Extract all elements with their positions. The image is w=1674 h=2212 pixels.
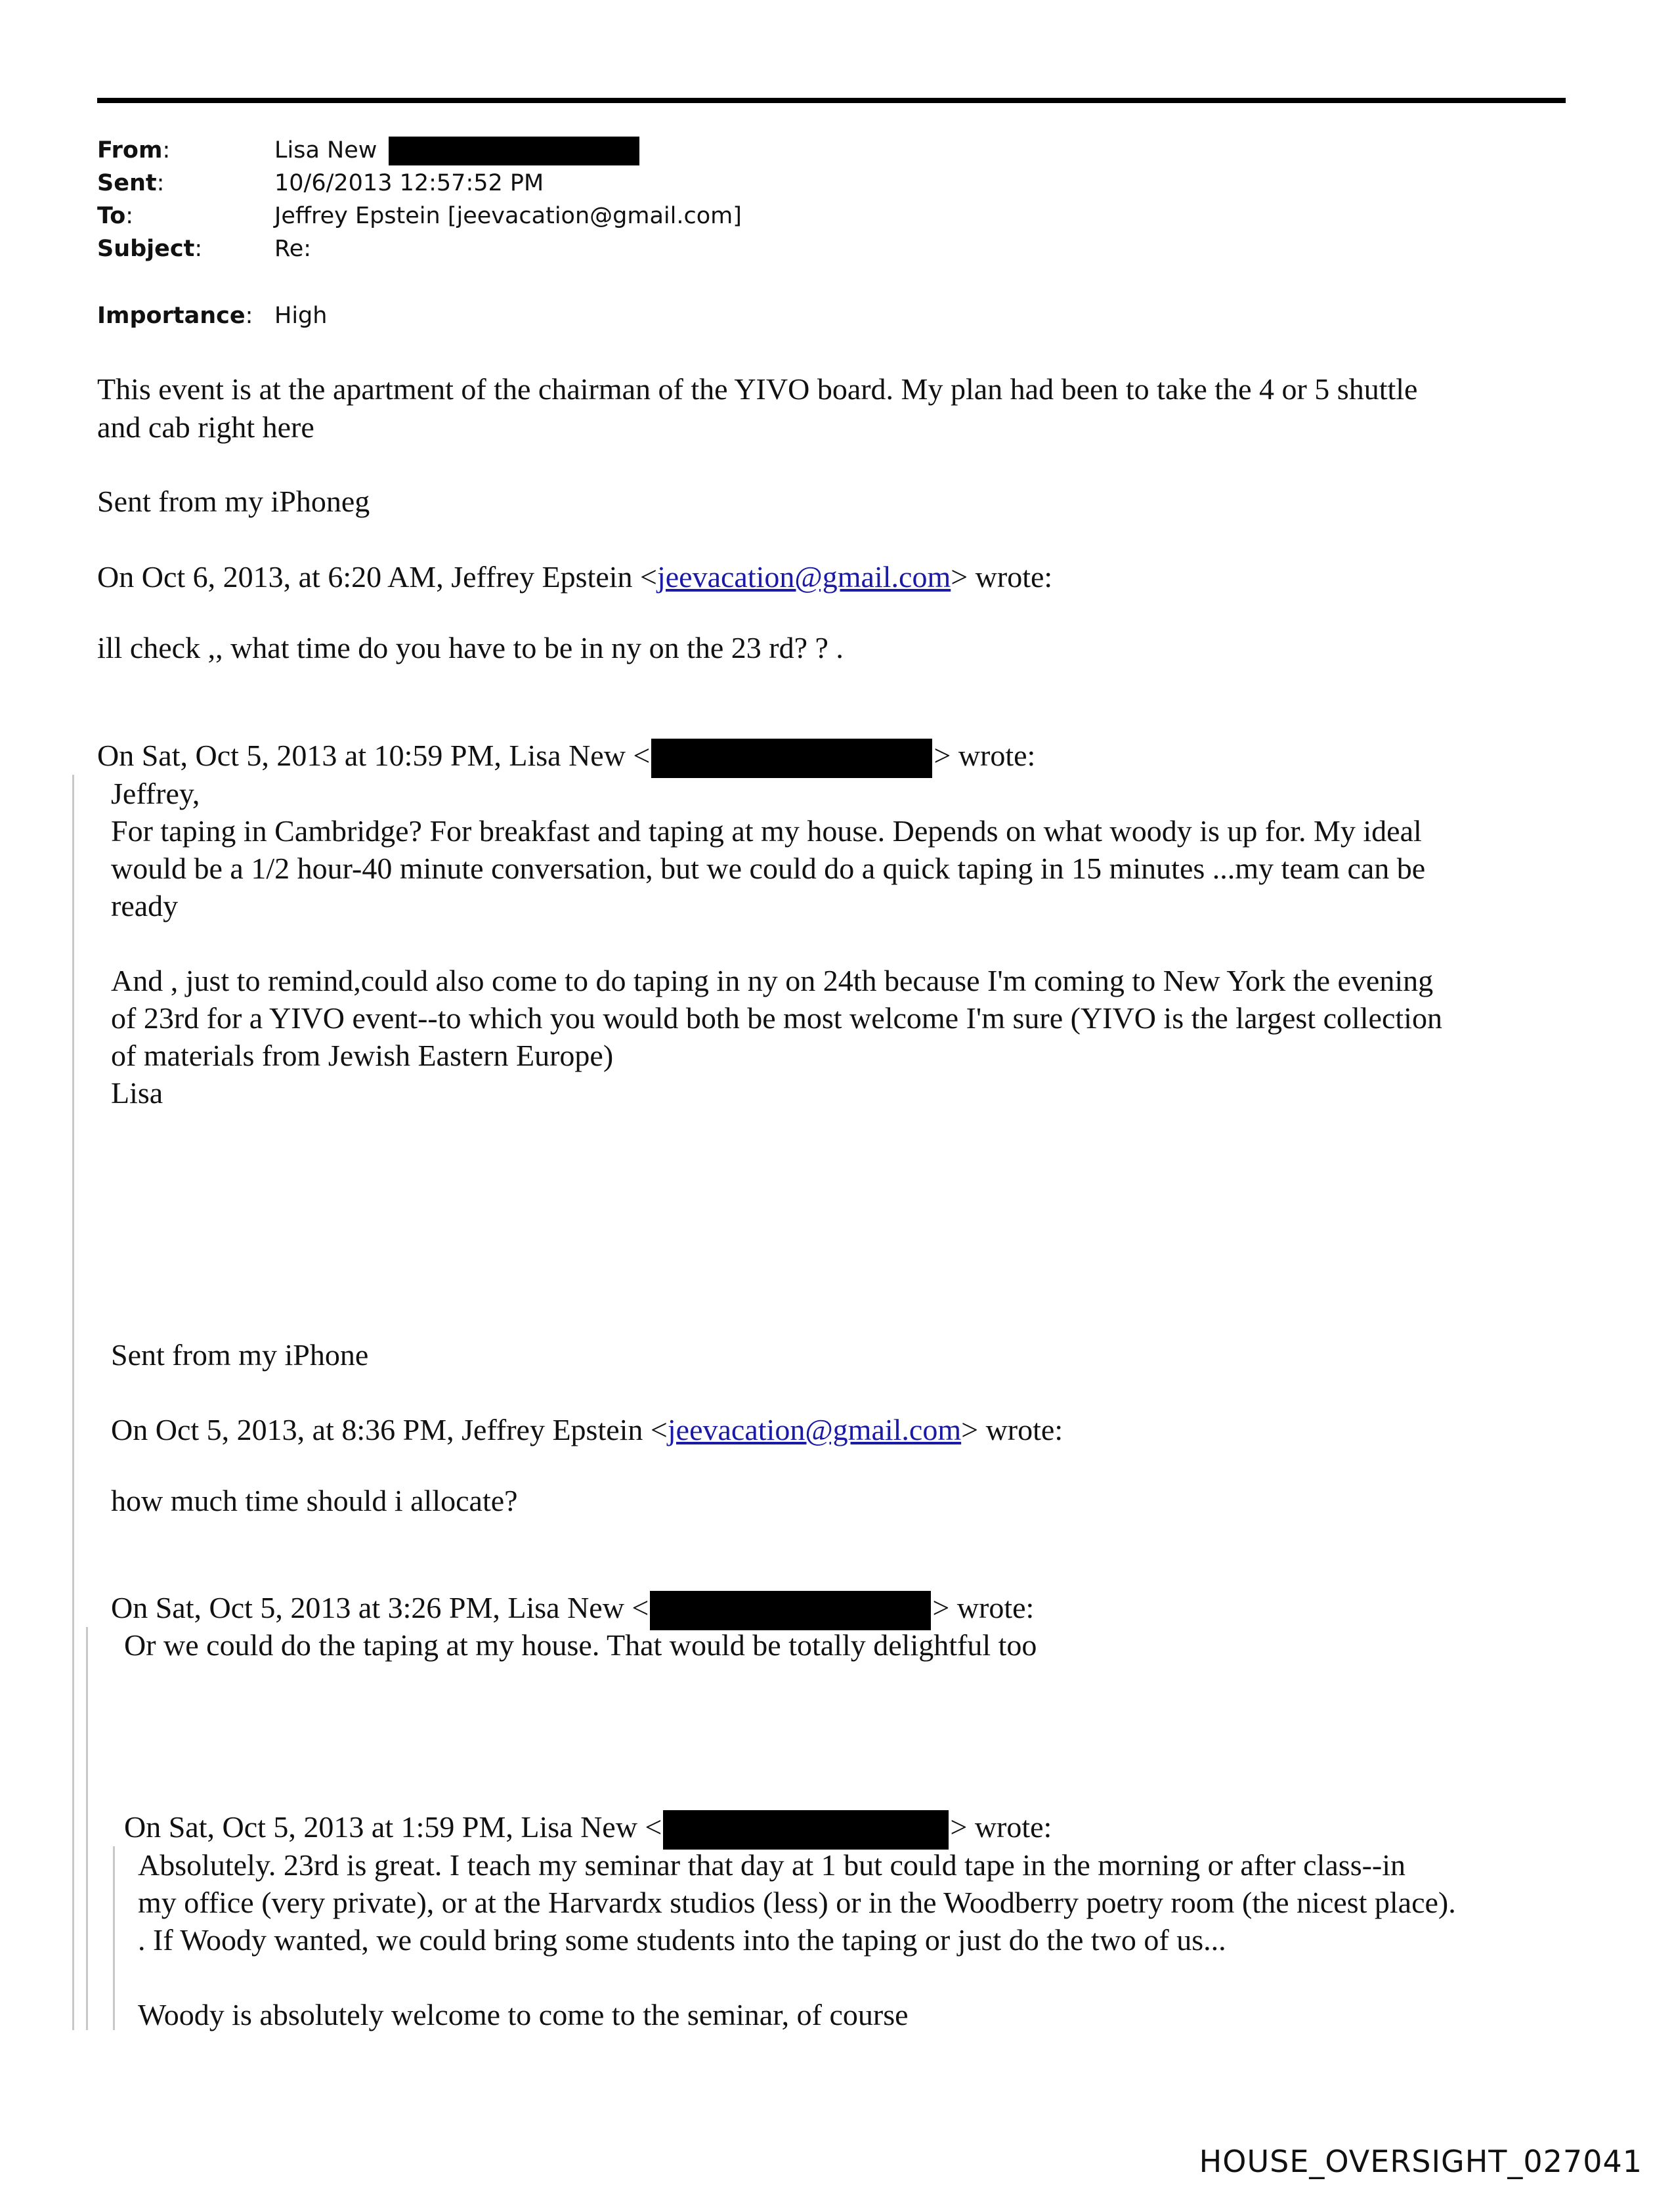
sent-value: 10/6/2013 12:57:52 PM	[274, 170, 544, 196]
importance-label: Importance	[97, 303, 246, 329]
quote-bar	[86, 1627, 88, 2030]
sent-label: Sent	[97, 170, 157, 196]
quote-bar	[72, 775, 74, 2030]
signature-line: Sent from my iPhone	[111, 1338, 369, 1372]
importance-value: High	[274, 303, 328, 329]
header-rule	[97, 98, 1566, 103]
body-line: Woody is absolutely welcome to come to the seminar, of course	[138, 1998, 909, 2031]
subject-label: Subject	[97, 236, 195, 262]
quote-message: Or we could do the taping at my house. That would be totally delightful too	[124, 1628, 1037, 1662]
body-line: would be a 1/2 hour-40 minute conversation, but we could do a quick taping in 15 minutes ...my team can be	[111, 852, 1426, 885]
body-line: Lisa	[111, 1076, 163, 1110]
quote-message: how much time should i allocate?	[111, 1484, 518, 1517]
quote-header: On Sat, Oct 5, 2013 at 10:59 PM, Lisa New < > wrote:	[97, 737, 1035, 778]
from-label: From	[97, 137, 163, 163]
body-line: Jeffrey,	[111, 777, 200, 810]
quote-bar	[113, 1846, 115, 2030]
quote-header: On Sat, Oct 5, 2013 at 3:26 PM, Lisa New < > wrote:	[111, 1589, 1034, 1630]
redaction-block	[651, 739, 932, 778]
signature-line: Sent from my iPhoneg	[97, 485, 370, 518]
quote-header: On Oct 5, 2013, at 8:36 PM, Jeffrey Epstein <jeevacation@gmail.com> wrote:	[111, 1413, 1063, 1446]
redaction-block	[650, 1591, 931, 1630]
email-link[interactable]: jeevacation@gmail.com	[667, 1413, 962, 1446]
body-line: And , just to remind,could also come to do taping in ny on 24th because I'm coming to New York the evening	[111, 964, 1434, 997]
body-line: and cab right here	[97, 410, 314, 444]
body-line: my office (very private), or at the Harvardx studios (less) or in the Woodberry poetry room (the nicest place).	[138, 1886, 1456, 1919]
subject-value: Re:	[274, 236, 312, 262]
from-value: Lisa New	[274, 137, 377, 163]
quote-message: ill check ,, what time do you have to be in ny on the 23 rd? ? .	[97, 631, 844, 664]
body-line: . If Woody wanted, we could bring some students into the taping or just do the two of us...	[138, 1923, 1226, 1957]
body-line: of 23rd for a YIVO event--to which you would both be most welcome I'm sure (YIVO is the largest collection	[111, 1001, 1442, 1035]
body-line: This event is at the apartment of the chairman of the YIVO board. My plan had been to take the 4 or 5 shuttle	[97, 372, 1418, 406]
body-line: For taping in Cambridge? For breakfast and taping at my house. Depends on what woody is up for. My ideal	[111, 814, 1422, 848]
redaction-block	[389, 137, 639, 165]
quote-header: On Oct 6, 2013, at 6:20 AM, Jeffrey Epstein <jeevacation@gmail.com> wrote:	[97, 560, 1053, 594]
body-line: ready	[111, 889, 179, 922]
to-value: Jeffrey Epstein [jeevacation@gmail.com]	[274, 203, 742, 229]
quote-header: On Sat, Oct 5, 2013 at 1:59 PM, Lisa New < > wrote:	[124, 1808, 1052, 1850]
to-label: To	[97, 203, 126, 229]
bates-number: HOUSE_OVERSIGHT_027041	[1199, 2144, 1642, 2179]
body-line: of materials from Jewish Eastern Europe)	[111, 1039, 614, 1072]
redaction-block	[663, 1810, 949, 1850]
email-link[interactable]: jeevacation@gmail.com	[656, 560, 951, 594]
body-line: Absolutely. 23rd is great. I teach my seminar that day at 1 but could tape in the morning or after class--in	[138, 1848, 1406, 1882]
